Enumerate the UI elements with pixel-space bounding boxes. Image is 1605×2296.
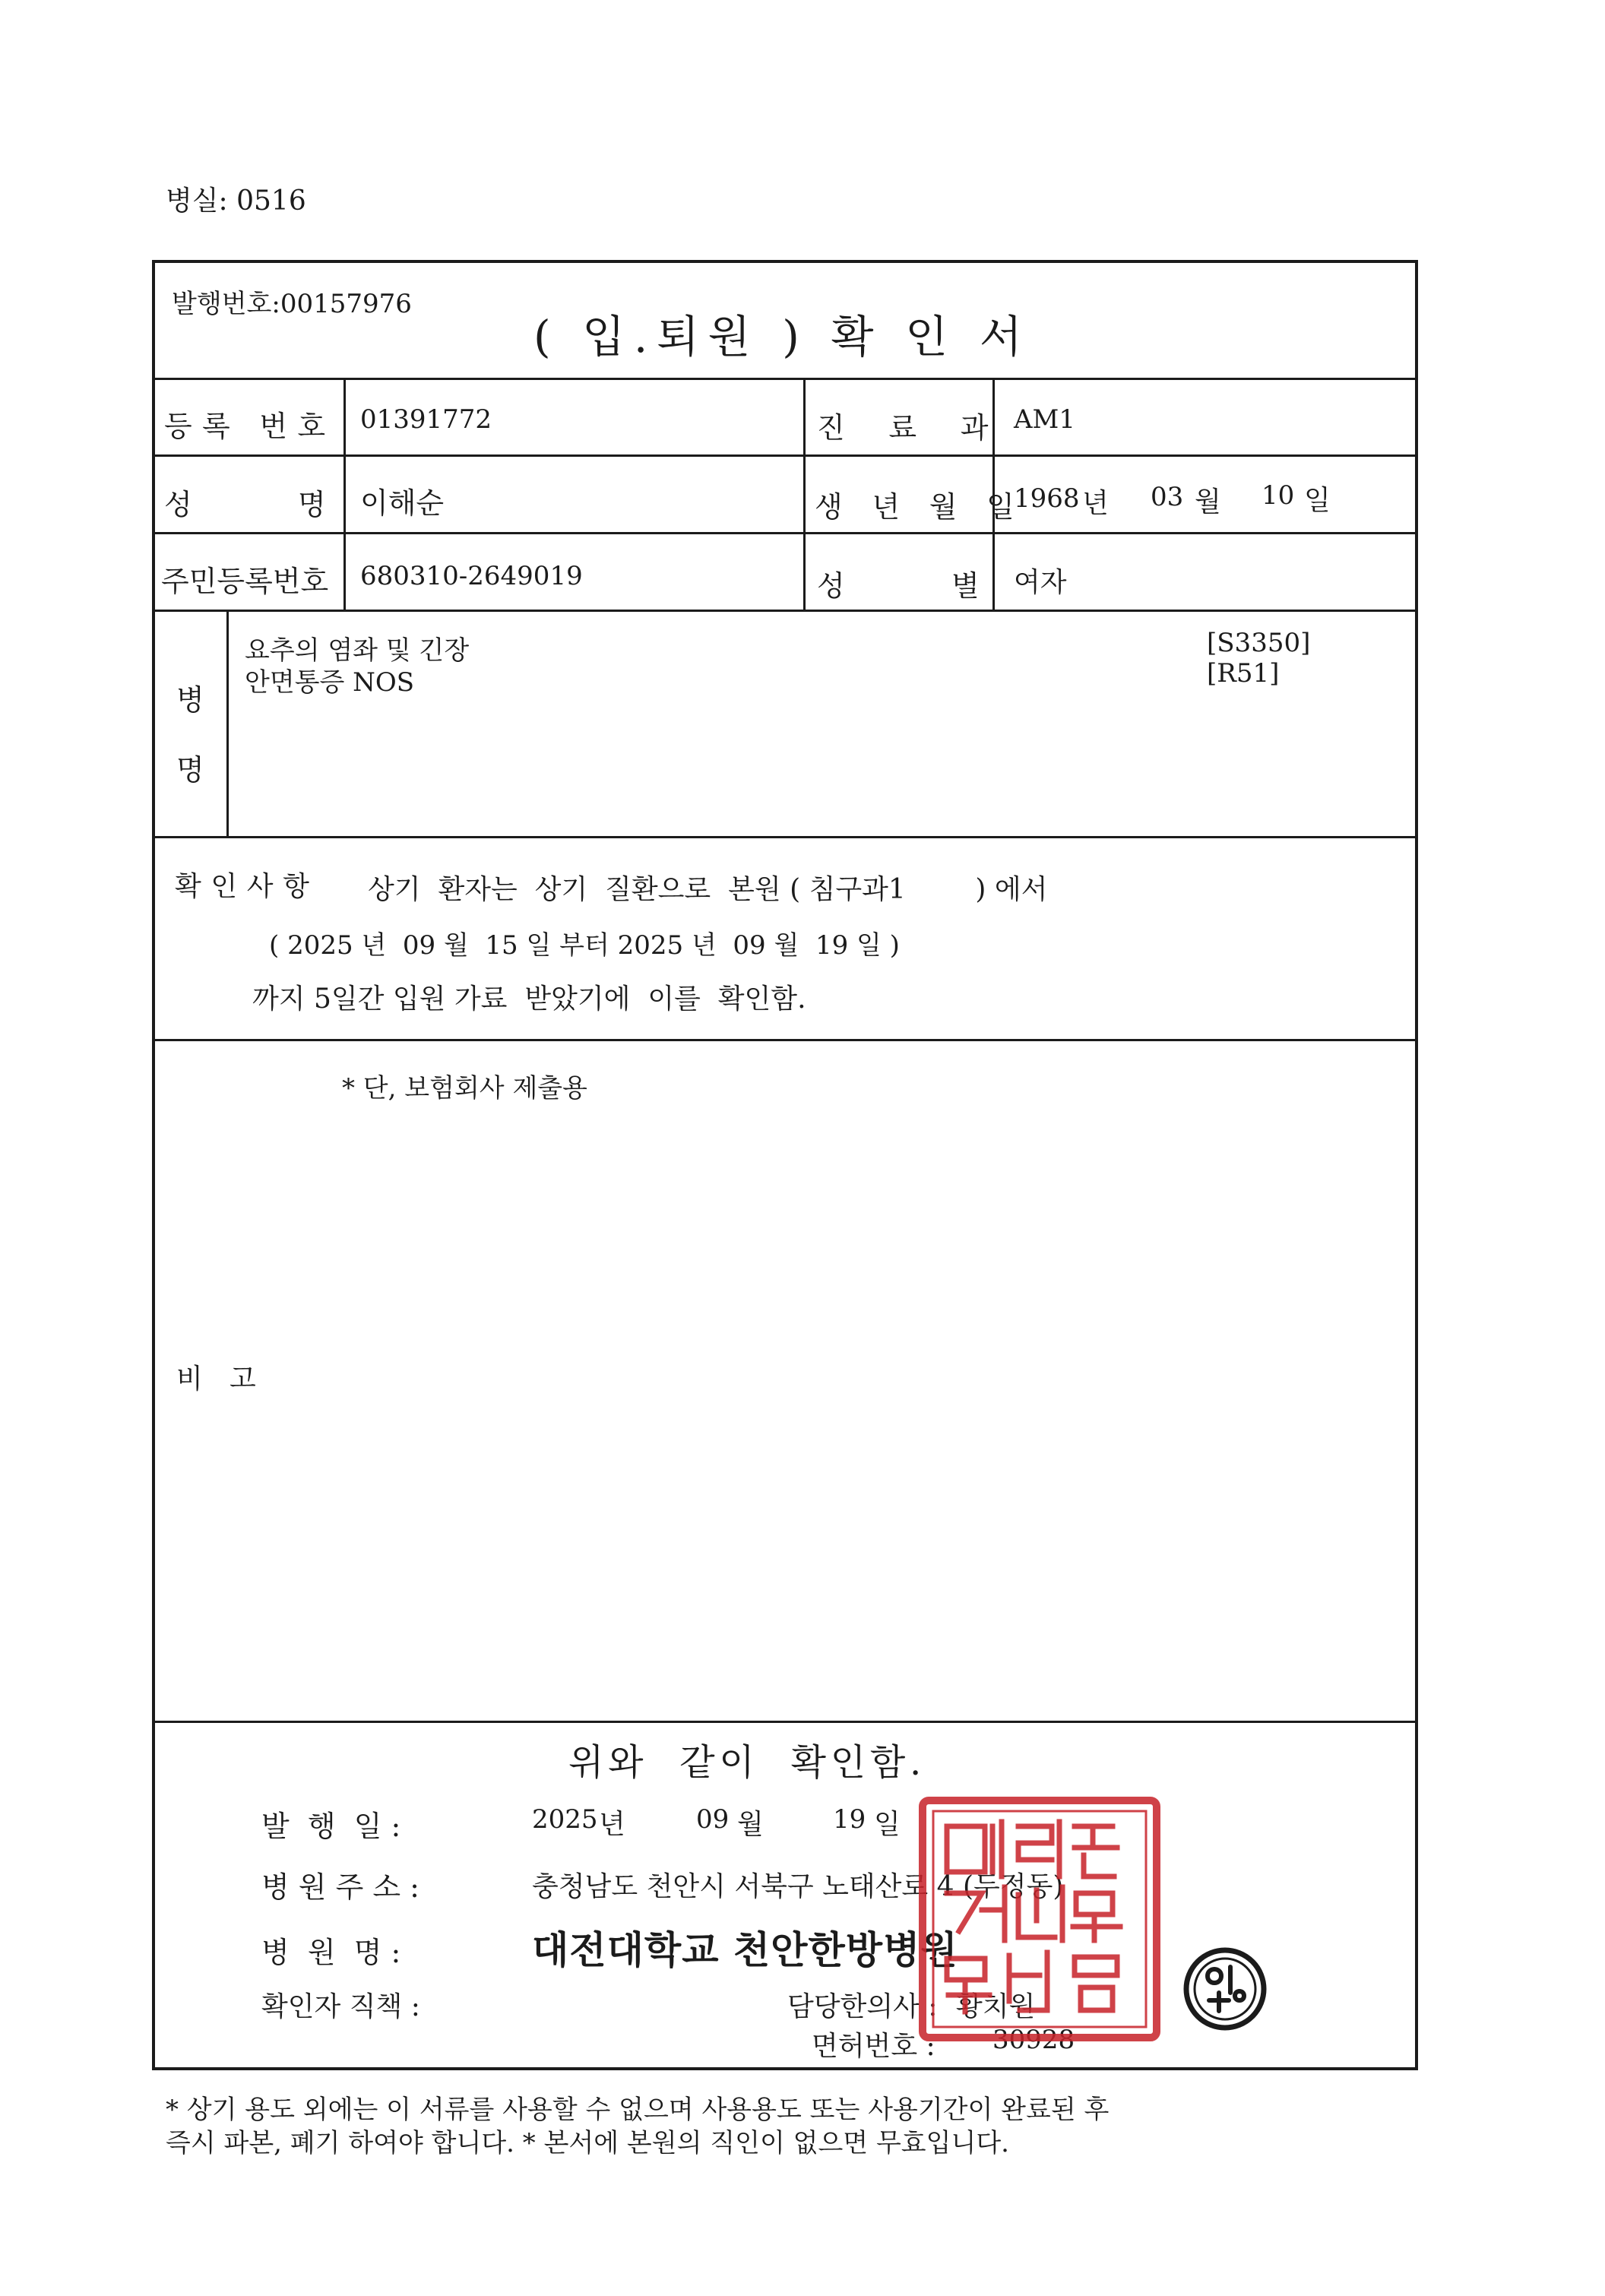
hospital-seal-stamp — [918, 1796, 1161, 2042]
unit-month: 월 — [737, 1809, 764, 1840]
column-divider — [803, 378, 806, 610]
diagnosis-label-part: 병 — [176, 683, 204, 717]
birth-year: 1968 — [1014, 483, 1080, 514]
license-number: 30928 — [992, 2025, 1075, 2055]
confirmation-line: 까지 5일간 입원 가료 받았기에 이를 확인함. — [252, 983, 806, 1015]
doctor-name: 황치원 — [956, 1991, 1036, 2022]
sex-label-part: 성 — [817, 569, 845, 603]
divider — [154, 1721, 1417, 1723]
birth-label: 생 년 월 일 — [815, 490, 1025, 524]
diagnosis-code: [S3350] — [1207, 628, 1311, 658]
ward-number: 병실: 0516 — [166, 185, 306, 217]
column-divider — [343, 378, 346, 610]
confirmer-label: 확인자 직책 : — [261, 1991, 420, 2022]
dept-value: AM1 — [1014, 404, 1075, 435]
unit-year: 년 — [1082, 488, 1109, 519]
issue-date-month: 09 — [696, 1804, 730, 1835]
rrn-label: 주민등록번호 — [161, 565, 329, 598]
unit-year: 년 — [599, 1809, 625, 1840]
notice-line: * 상기 용도 외에는 이 서류를 사용할 수 없으며 사용용도 또는 사용기간이 완료된 후 — [166, 2095, 1110, 2125]
diagnosis-name: 안면통증 NOS — [245, 667, 415, 698]
issue-date-day: 19 — [833, 1804, 866, 1835]
diagnosis-label-part: 명 — [176, 753, 204, 787]
sex-label-part: 별 — [951, 569, 980, 603]
confirmation-label: 확인사항 — [175, 871, 319, 902]
remarks-label-part: 고 — [230, 1363, 256, 1395]
unit-day: 일 — [1304, 485, 1331, 516]
remarks-note: * 단, 보험회사 제출용 — [342, 1073, 587, 1104]
name-label-part: 성 — [164, 488, 192, 521]
divider — [154, 836, 1417, 838]
diagnosis-code: [R51] — [1207, 658, 1280, 689]
diagnosis-name: 요추의 염좌 및 긴장 — [245, 635, 470, 666]
unit-day: 일 — [874, 1809, 901, 1840]
sex-value: 여자 — [1014, 567, 1067, 598]
hospital-label: 병 원 명 : — [261, 1936, 401, 1969]
reg-no-label: 등록 번호 — [164, 410, 336, 443]
issue-date-year: 2025 — [532, 1804, 598, 1835]
remarks-label-part: 비 — [176, 1363, 203, 1395]
admission-period: ( 2025 년 09 월 15 일 부터 2025 년 09 월 19 일 ) — [269, 930, 900, 961]
divider — [154, 1039, 1417, 1041]
birth-month: 03 — [1151, 482, 1184, 512]
issue-number: 발행번호:00157976 — [172, 289, 412, 319]
document-title: ( 입.퇴원 ) 확 인 서 — [533, 311, 1031, 363]
name-label-part: 명 — [298, 488, 326, 521]
reg-no-value: 01391772 — [360, 404, 492, 435]
doctor-label: 담당한의사 : — [787, 1991, 938, 2022]
issue-date-label: 발 행 일 : — [261, 1810, 401, 1843]
doctor-seal-stamp — [1182, 1946, 1268, 2032]
license-label: 면허번호 : — [812, 2031, 935, 2062]
hospital-address: 충청남도 천안시 서북구 노태산로 4 (두정동) — [532, 1871, 1064, 1902]
notice-line: 즉시 파본, 폐기 하여야 합니다. * 본서에 본원의 직인이 없으면 무효입니다. — [166, 2128, 1009, 2158]
rrn-value: 680310-2649019 — [360, 561, 583, 591]
patient-name: 이해순 — [360, 486, 445, 520]
confirmation-line: 상기 환자는 상기 질환으로 본원 ( 침구과1 ) 에서 — [368, 874, 1048, 905]
dept-label: 진 료 과 — [817, 411, 1006, 445]
confirmation-statement: 위와 같이 확인함. — [568, 1741, 926, 1784]
column-divider — [226, 610, 229, 836]
birth-day: 10 — [1262, 480, 1295, 511]
divider — [154, 610, 1417, 612]
hospital-name: 대전대학교 천안한방병원 — [532, 1927, 958, 1972]
unit-month: 월 — [1195, 486, 1221, 518]
address-label: 병 원 주 소 : — [261, 1870, 419, 1904]
